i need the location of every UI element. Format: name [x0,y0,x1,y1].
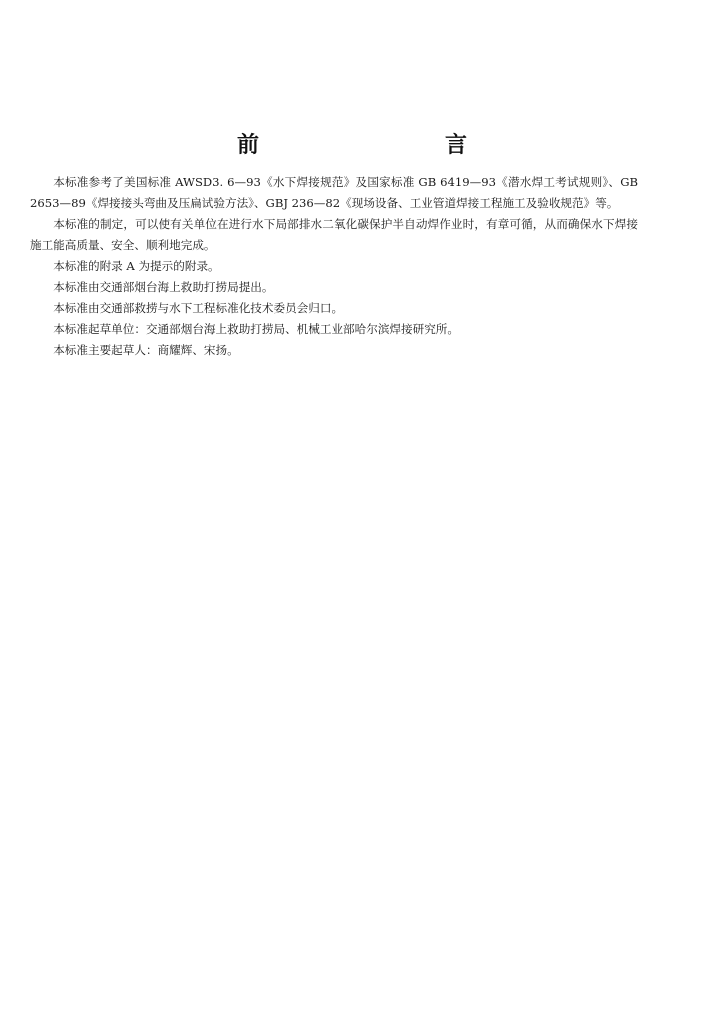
paragraph-drafting-units: 本标准起草单位：交通部烟台海上救助打捞局、机械工业部哈尔滨焊接研究所。 [53,322,459,336]
paragraph-committee: 本标准由交通部救捞与水下工程标准化技术委员会归口。 [53,301,344,315]
page-title: 前 言 [236,133,549,158]
paragraph-reference-standards: 本标准参考了美国标准 AWSD3. 6—93《水下焊接规范》及国家标准 GB 6419—93《潜水焊工考试规则》、GB 2653—89《焊接接头弯曲及压扁试验方法》、GBJ 236—82《现场设备、工业管道焊接工程施工及验收规范》等。 [30,175,638,210]
paragraph-purpose: 本标准的制定，可以使有关单位在进行水下局部排水二氧化碳保护半自动焊作业时，有章可循，从而确保水下焊接施工能高质量、安全、顺利地完成。 [30,217,638,252]
paragraph-drafters: 本标准主要起草人：商耀辉、宋扬。 [53,343,239,357]
paragraph-appendix: 本标准的附录 A 为提示的附录。 [53,259,220,273]
document-body [30,172,638,361]
paragraph-proposer: 本标准由交通部烟台海上救助打捞局提出。 [53,280,274,294]
